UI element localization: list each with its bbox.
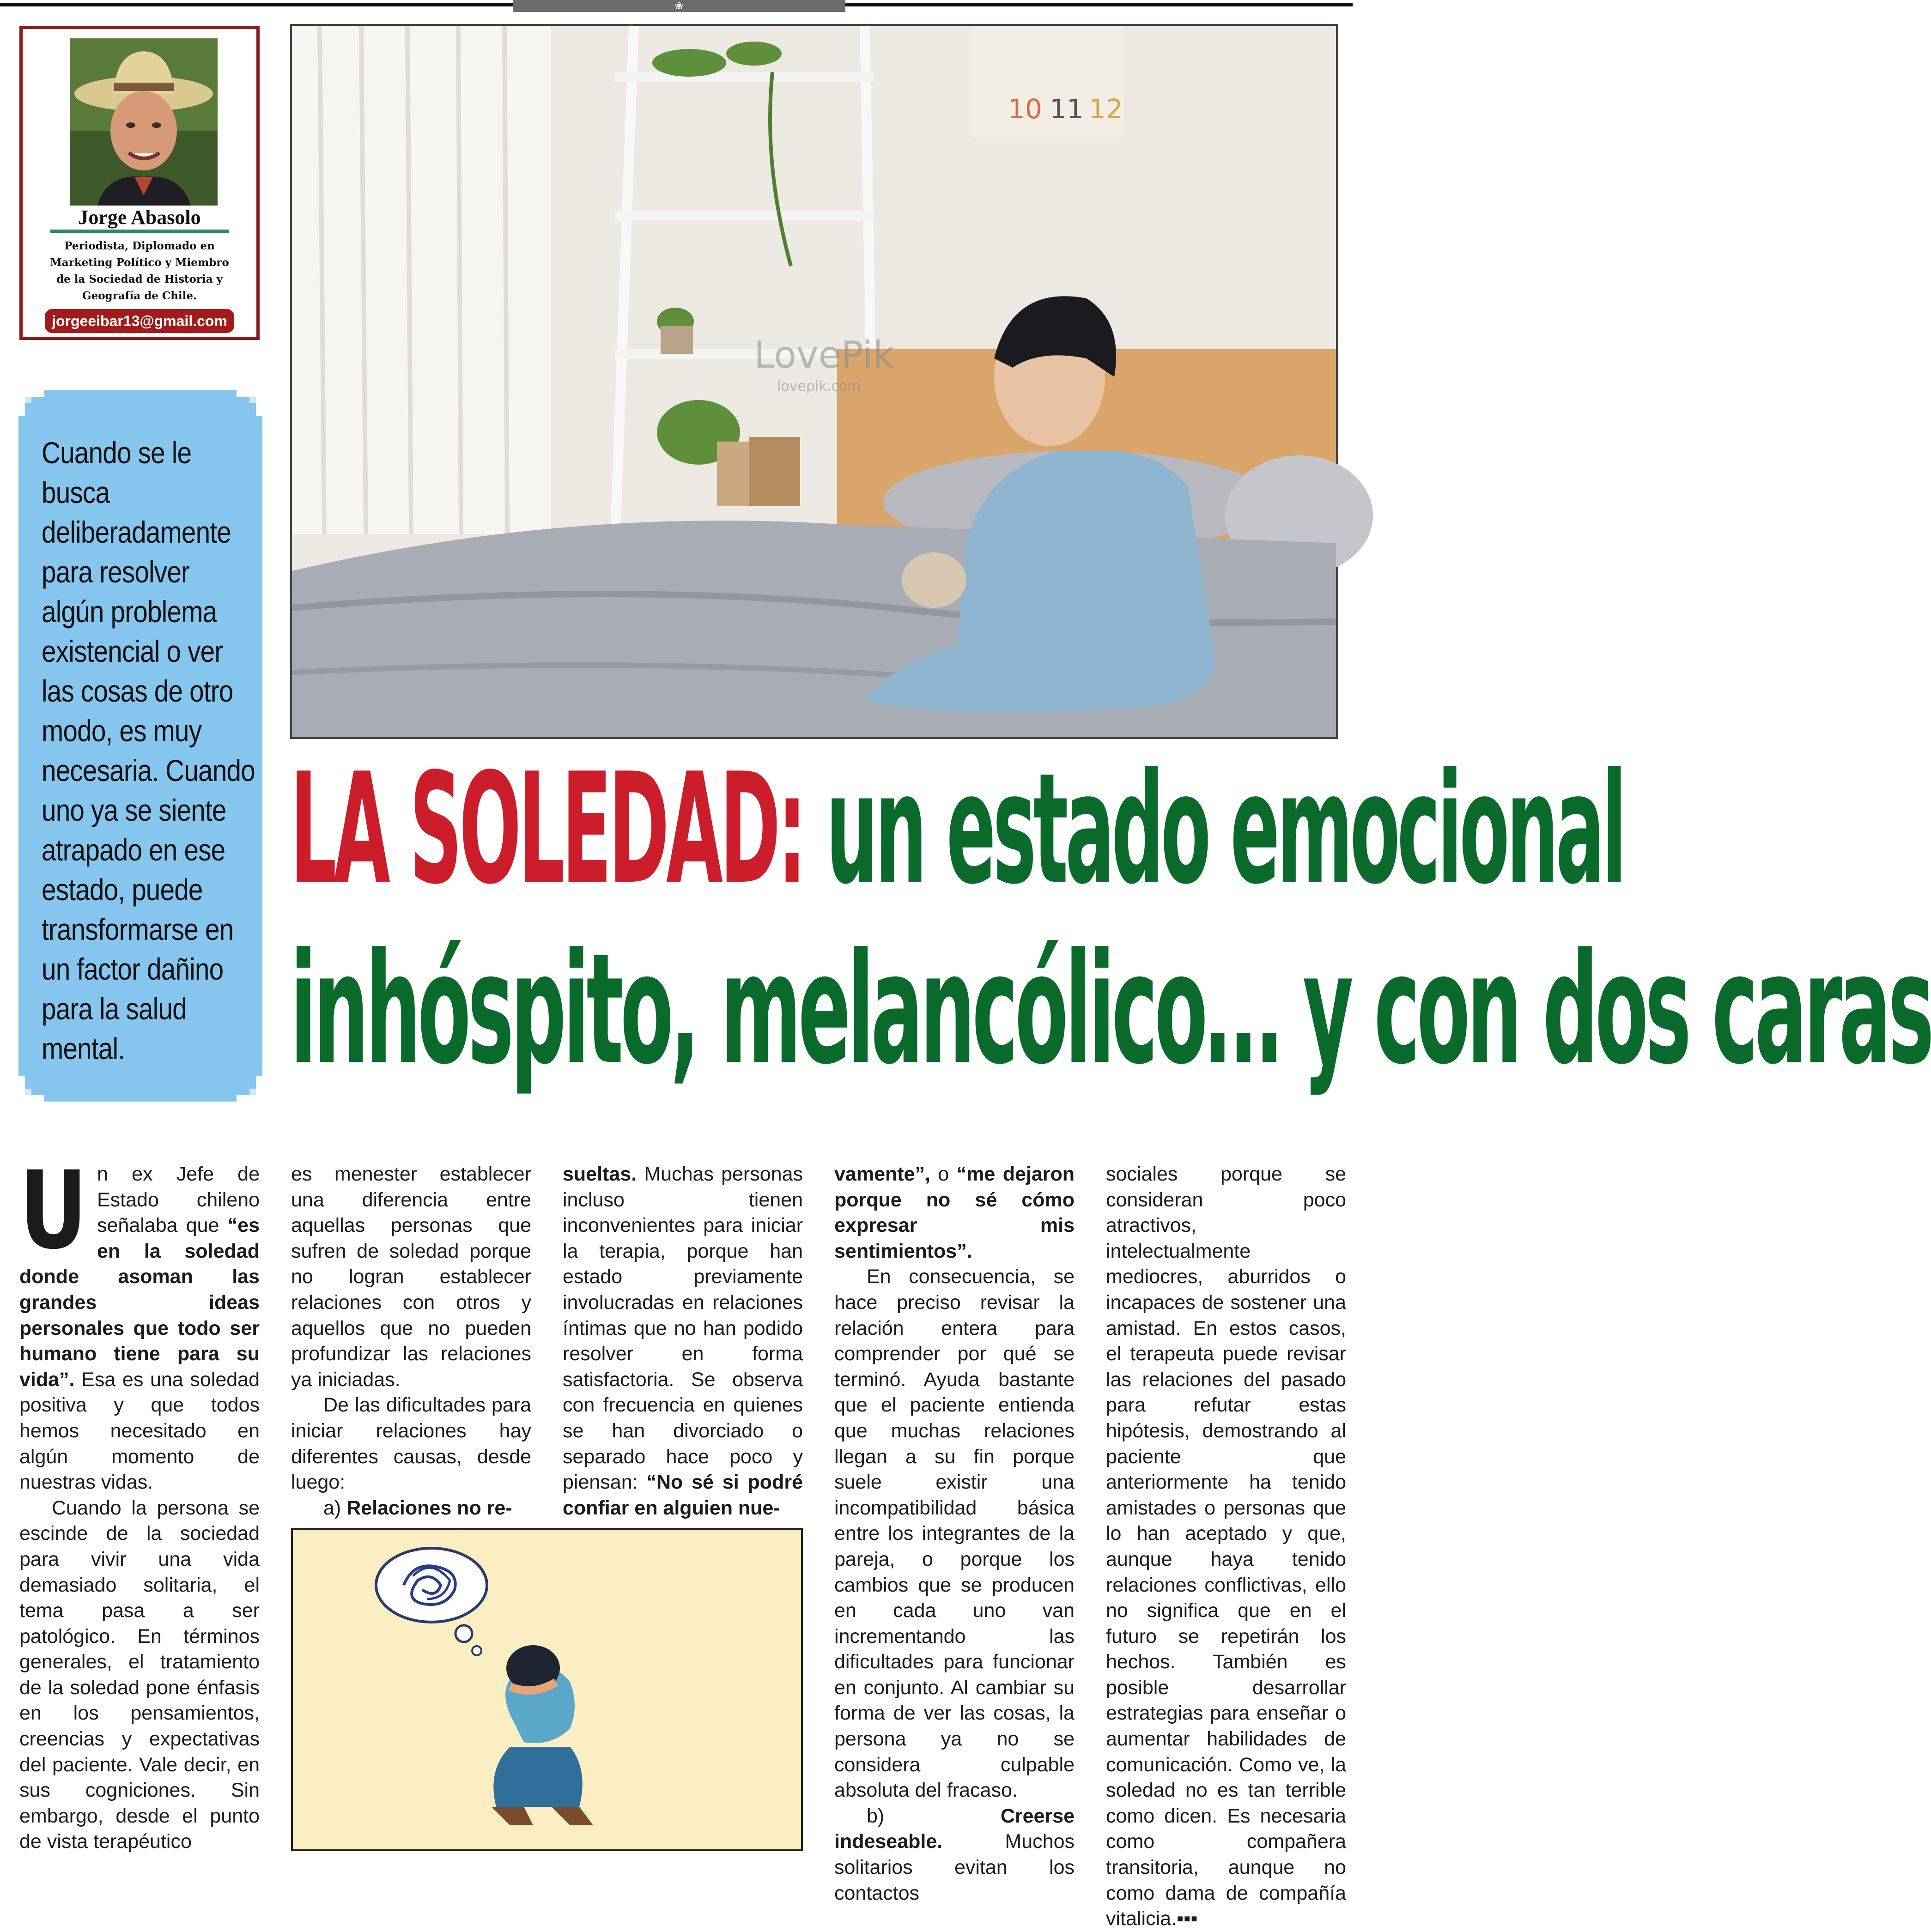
drop-cap: U [19, 1148, 87, 1273]
article-text: o [930, 1163, 957, 1185]
article-paragraph [1106, 1162, 1346, 1932]
article-paragraph: En consecuencia, se hace preciso revisar la relación entera para comprender por qué se terminó. Ayuda bastante que el paciente entienda que muchas relaciones llegan a su fin porque suele existir una incompatibilidad básica entre los integrantes de la pareja, o porque los cambios que se producen en cada uno van incrementando las dificultades para funcionar en conjunto. Al cambiar su forma de ver las cosas, la persona ya no se considera culpable absoluta del fracaso. [834, 1266, 1075, 1802]
headline-red: LA SOLEDAD: [290, 740, 804, 918]
article-paragraph: Cuando la persona se escinde de la sociedad para vivir una vida demasiado solitaria, el tema pasa a ser patológico. En términos generales, el tratamiento de la soledad pone énfasis en los pensamientos, creencias y expectativas del paciente. Vale decir, en sus cogniciones. Sin embargo, desde el punto de vista terapéutico [19, 1496, 260, 1853]
article-column-2 [291, 1162, 531, 1521]
article-paragraph [834, 1162, 1075, 1264]
article-paragraph [834, 1804, 1075, 1906]
author-email-link[interactable]: jorgeeibar13@gmail.com [45, 309, 234, 333]
article-text: n ex Jefe de Estado chileno señalaba que [97, 1163, 260, 1237]
article-subhead: sueltas. [563, 1163, 637, 1185]
author-box [19, 26, 260, 340]
calendar-number: 10 [1008, 93, 1042, 125]
sad-person-icon [293, 1530, 801, 1849]
article-subhead: Relaciones no re- [346, 1496, 512, 1519]
headline-green: un estado emocional [826, 740, 1624, 918]
sad-person-illustration [291, 1528, 803, 1851]
pull-quote-box [18, 390, 262, 1102]
watermark-sub: lovepik.com [777, 378, 861, 394]
pull-quote-text: Cuando se le busca deliberadamente para resolver algún problema existencial o ver las cosas de otro modo, es muy necesaria. Cuando uno ya se siente atrapado en ese estado, puede transformarse en un factor dañino para la salud mental. [42, 436, 255, 1066]
list-marker: b) [867, 1805, 1001, 1827]
calendar-number: 11 [1050, 93, 1084, 125]
article-quote: vamente”, [834, 1163, 930, 1185]
watermark: LovePik [754, 333, 894, 376]
article-quote: “es en la soledad donde asoman las grandes ideas personales que todo ser humano tiene para su vida”. [19, 1214, 260, 1391]
list-marker: a) [323, 1496, 347, 1519]
ornament-icon: ❀ [674, 0, 684, 12]
article-text: Muchas personas incluso tienen inconvenientes para iniciar la terapia, porque han estado previamente involucradas en relaciones íntimas que no han podido resolver en forma satisfactoria. Se observa con frecuencia en quienes se han divorciado o separado hace poco y piensan: [563, 1163, 803, 1494]
article-paragraph [563, 1162, 803, 1521]
article-text: sociales porque se consideran poco atractivos, intelectualmente mediocres, aburridos o incapaces de sostener una amistad. En estos casos, el terapeuta puede revisar las relaciones del pasado para refutar estas hipótesis, demostrando al paciente que anteriormente ha tenido amistades o personas que lo han aceptado y que, aunque haya tenido relaciones conflictivas, ello no significa que en el futuro se repetirán los hechos. También es posible desarrollar estrategias para enseñar o aumentar habilidades de comunicación. Como ve, la soledad no es tan terrible como dicen. Es necesaria como compañera transitoria, aunque no como dama de compañía vitalicia. [1106, 1163, 1346, 1930]
headline-line-1 [290, 740, 1624, 918]
article-text: Muchos solitarios evitan los contactos [834, 1830, 1075, 1904]
end-mark: ▪▪▪ [1176, 1908, 1198, 1930]
article-paragraph [291, 1496, 531, 1521]
author-divider [50, 230, 229, 233]
main-photo [290, 24, 1338, 739]
article-paragraph: De las dificultades para iniciar relaciones hay diferentes causas, desde luego: [291, 1394, 531, 1494]
article-quote: “me dejaron porque no sé cómo expresar mis sentimientos”. [834, 1163, 1075, 1262]
article-subhead: Creerse indeseable. [834, 1805, 1075, 1853]
article-column-5 [1106, 1162, 1346, 1932]
article-text: Esa es una soledad positiva y que todos hemos necesitado en algún momento de nuestras vidas. [19, 1368, 260, 1494]
headline [290, 740, 1931, 1136]
headline-line-2: inhóspito, melancólico… y con dos caras [290, 921, 1931, 1098]
bedroom-scene-image [292, 26, 1336, 737]
author-description: Periodista, Diplomado en Marketing Político y Miembro de la Sociedad de Historia y Geografía de Chile. [50, 240, 229, 302]
author-photo [70, 38, 218, 206]
calendar-number: 12 [1089, 93, 1123, 125]
article-column-1 [19, 1148, 260, 1855]
article-column-4 [834, 1162, 1075, 1906]
article-paragraph: es menester establecer una diferencia entre aquellas personas que sufren de soledad porque no logran establecer relaciones con otros y aquellos que no pueden profundizar las relaciones ya iniciadas. [291, 1163, 531, 1391]
article-column-3 [563, 1162, 803, 1521]
article-quote: “No sé si podré confiar en alguien nue- [563, 1471, 803, 1519]
author-name: Jorge Abasolo [78, 206, 201, 229]
